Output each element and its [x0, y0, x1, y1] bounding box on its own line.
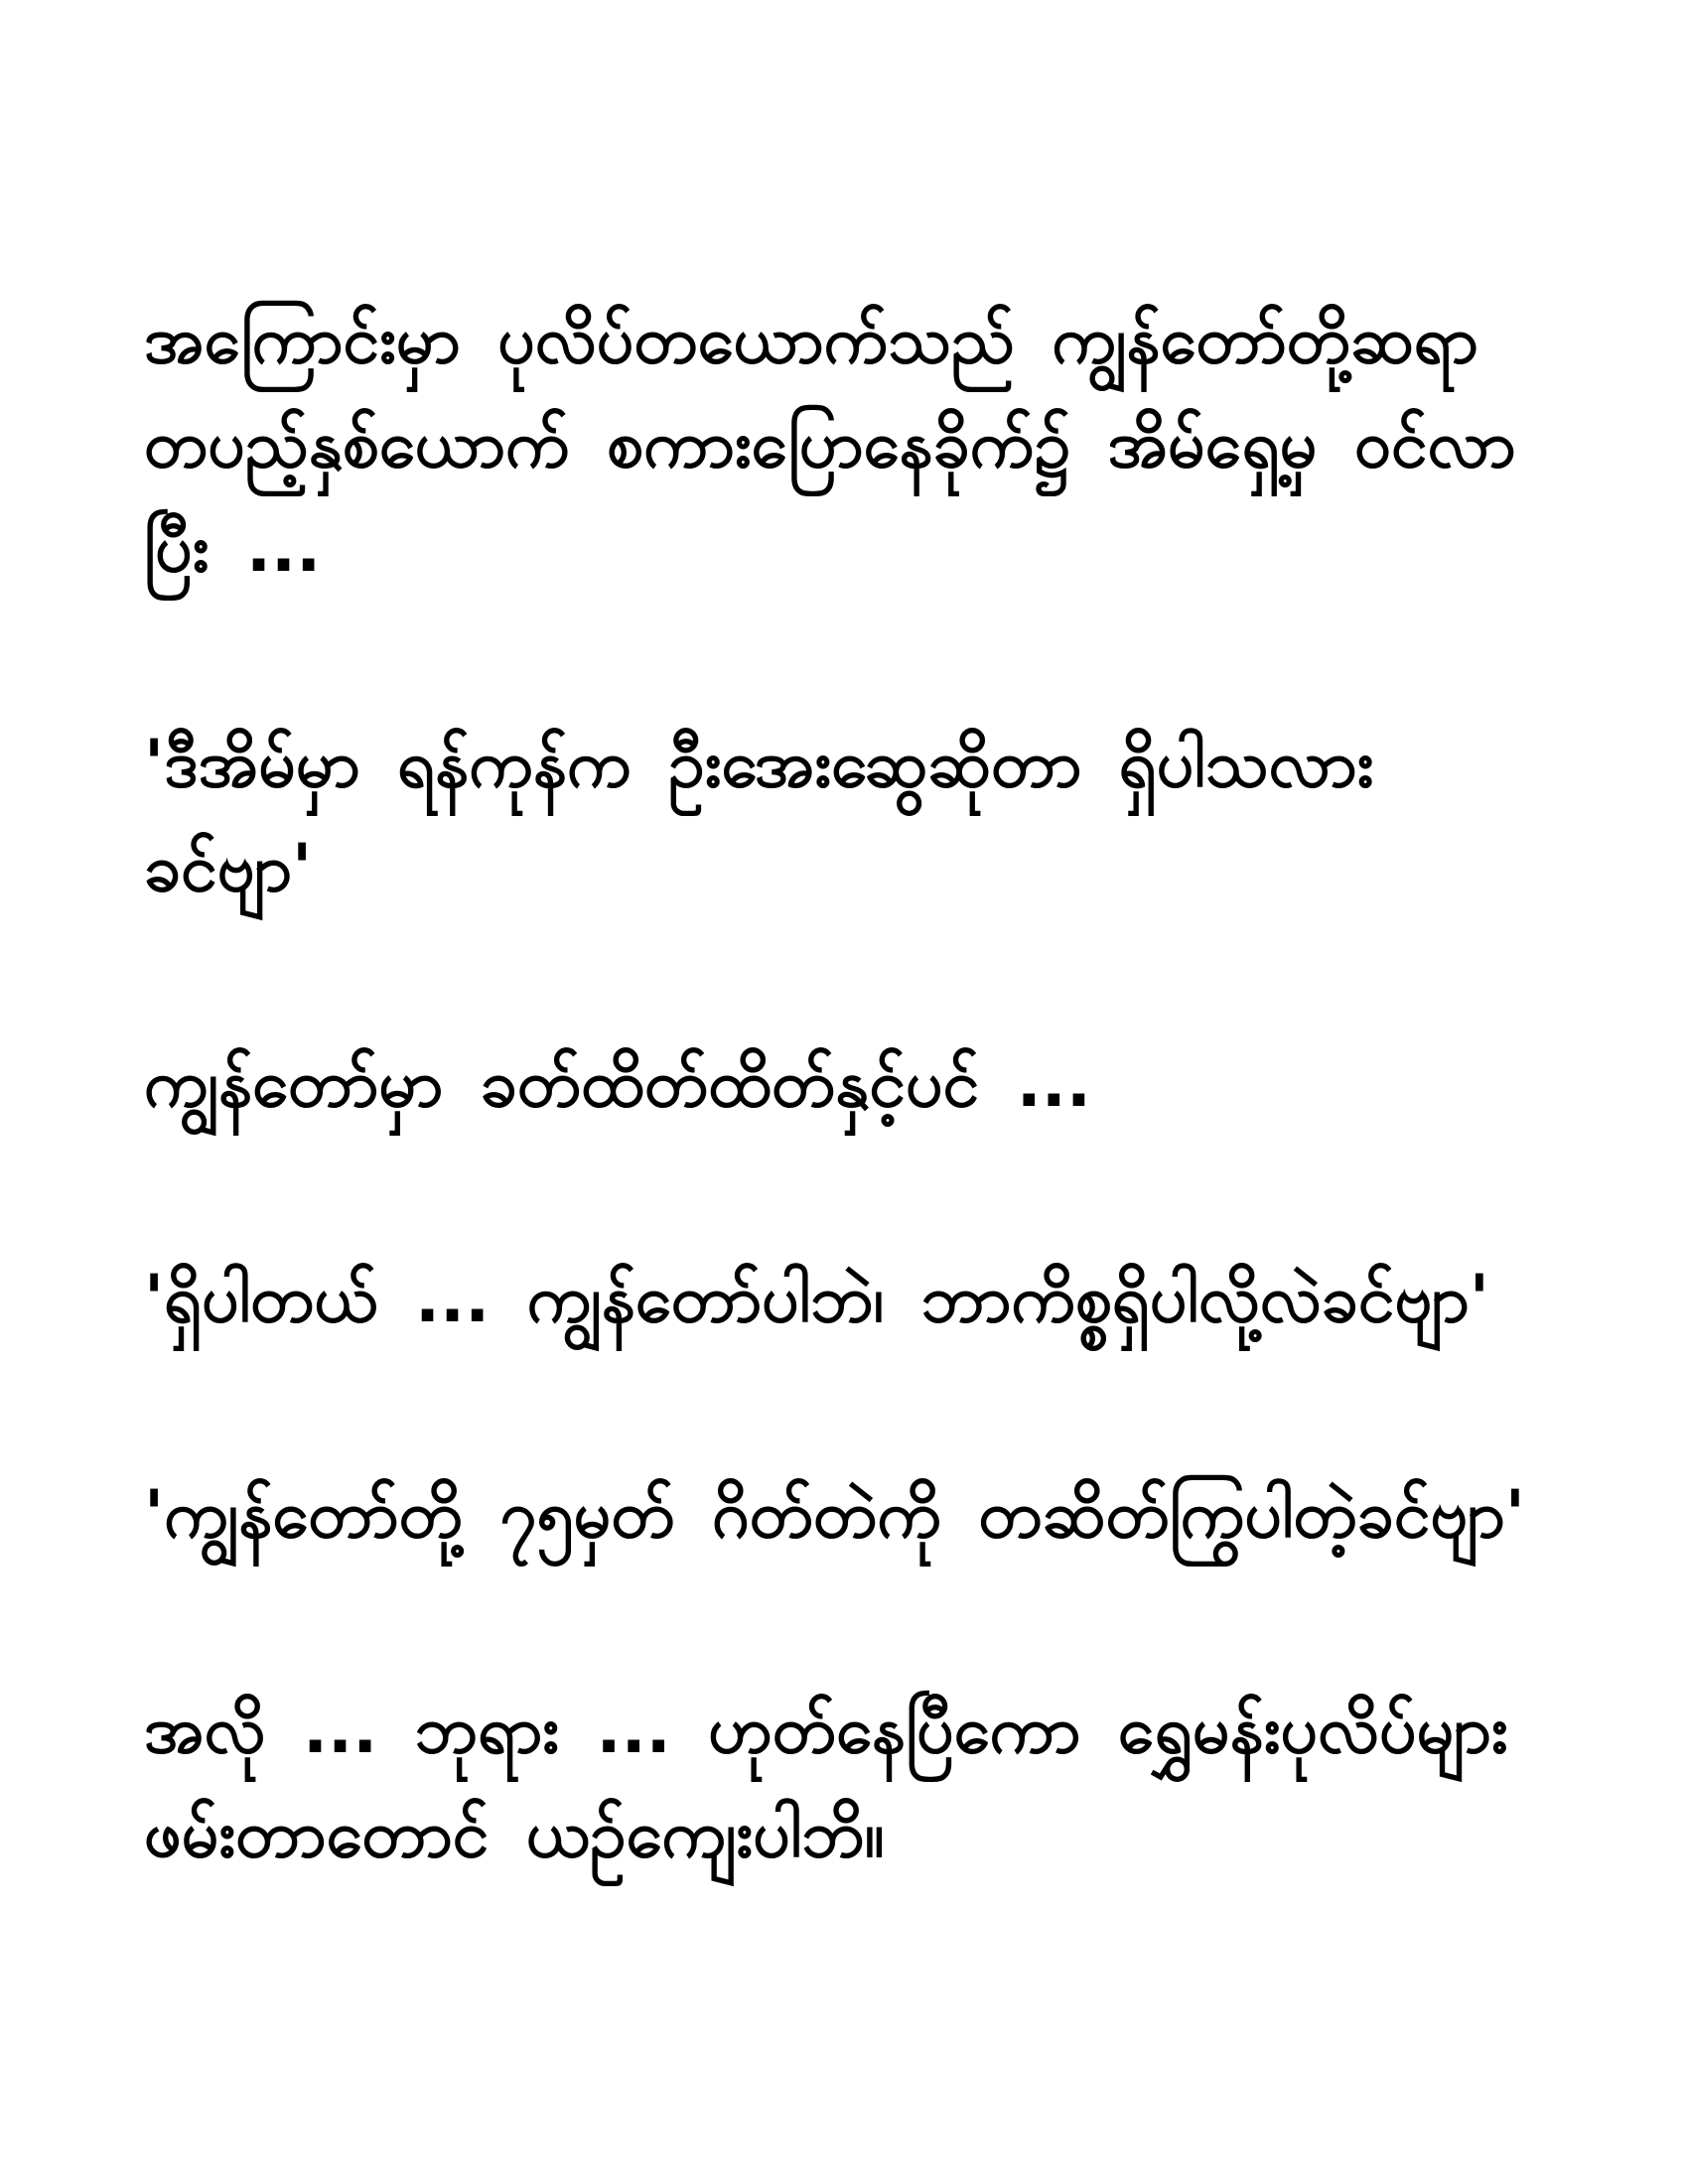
paragraph-quote-3: 'ကျွန်တော်တို့ ၇၅မှတ် ဂိတ်တဲကို တဆိတ်ကြွပါတဲ့ခင်ဗျာ' — [144, 1476, 1525, 1553]
document-body — [144, 288, 1539, 1886]
paragraph-quote-2: 'ရှိပါတယ် ... ကျွန်တော်ပါဘဲ၊ ဘာကိစ္စရှိပါလို့လဲခင်ဗျာ' — [144, 1261, 1489, 1337]
paragraph-narration-2: ကျွန်တော်မှာ ခတ်ထိတ်ထိတ်နှင့်ပင် ... — [144, 1045, 1091, 1122]
paragraph-quote-1: 'ဒီအိမ်မှာ ရန်ကုန်က ဦးအေးဆွေဆိုတာ ရှိပါသလား ခင်ဗျာ' — [144, 726, 1374, 906]
paragraph-narration-3: အလို ... ဘုရား ... ဟုတ်နေပြီကော ရွှေမန်းပုလိပ်များ ဖမ်းတာတောင် ယဉ်ကျေးပါဘိ။ — [144, 1692, 1508, 1872]
paragraph-narration-1: အကြောင်းမှာ ပုလိပ်တယောက်သည် ကျွန်တော်တို့ဆရာ တပည့်နှစ်ယောက် စကားပြောနေခိုက်၌ အိမ်ရှေ့မှ ဝင်လာ ပြီး ... — [144, 302, 1516, 587]
